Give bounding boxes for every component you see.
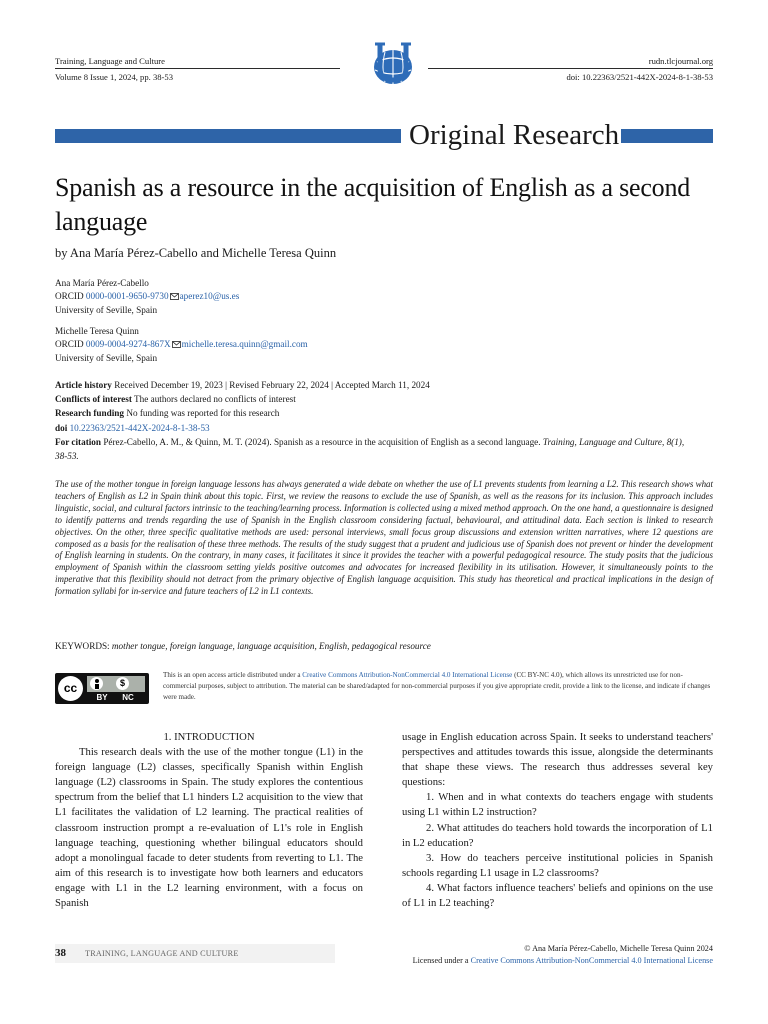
keywords: [55, 640, 713, 653]
author-contacts: [55, 290, 239, 303]
abstract: The use of the mother tongue in foreign language lessons has always generated a wide debate on whether the use of L1 prevents students from learning a L2. This research shows what teachers of English as L2 in Spain think about this topic. First, we review the reasons to exclude the use of Spanish, as well as the reasons for its inclusion. This approach includes linguistic, social, and cultural factors intrinsic to the teaching/learning process. Information is collected using a mixed method approach. On the one hand, a questionnaire is designed to identify patterns and trends regarding the use of Spanish in the English classroom considering factual, behavioural, and attitudinal data. Each section is linked to research objectives. On the other, three specific qualitative methods are used: personal interviews, small focus group discussions and extension written narratives, where 12 questions are composed as a basis for the realisation of these three methods. The results of the study suggest that a prudent and judicious use of Spanish does not prevent or hinder the development of English learning in students. On the contrary, in many cases, it facilitates it since it provides the teacher with a powerful pedagogical resource. The study posits that the judicious employment of Spanish within the classroom setting yields positive outcomes and advocates for increased flexibility in its utilisation. However, it simultaneously points to the imperative that this flexibility should not detract from the primary objective of English language acquisition. This study has theoretical and practical implications in the design of formation syllabi for in-service and future teachers of L2 in L1 contexts.: [55, 479, 713, 597]
section-band-right: [621, 129, 713, 143]
research-question-2: 2. What attitudes do teachers hold towards the incorporation of L1 in L2 education?: [402, 822, 713, 849]
by-person-icon: [90, 677, 103, 690]
orcid-label: ORCID: [55, 339, 84, 350]
email-link[interactable]: michelle.teresa.quinn@gmail.com: [181, 339, 308, 350]
article-title: Spanish as a resource in the acquisition of English as a second language: [55, 173, 691, 236]
citation: For citation Pérez-Cabello, A. M., & Quinn, M. T. (2024). Spanish as a resource in the acquisition of English as a second language. Training, Language and Culture, 8(1), 38-53.: [55, 436, 685, 462]
keywords-label: KEYWORDS:: [55, 641, 110, 651]
cc-icon: cc: [58, 676, 83, 701]
author-name: Ana María Pérez-Cabello: [55, 278, 149, 288]
nc-icon: $: [116, 677, 129, 690]
author-affiliation: University of Seville, Spain: [55, 304, 158, 315]
email-link[interactable]: aperez10@us.es: [179, 291, 240, 302]
journal-site[interactable]: rudn.tlcjournal.org: [648, 56, 713, 66]
author-affiliation: University of Seville, Spain: [55, 352, 158, 363]
footer-journal-name: TRAINING, LANGUAGE AND CULTURE: [85, 949, 239, 958]
volume-issue: Volume 8 Issue 1, 2024, pp. 38-53: [55, 72, 173, 82]
license-text: This is an open access article distributed under a Creative Commons Attribution-NonCommercial 4.0 International License (CC BY-NC 4.0), which allows its unrestricted use for non-commercial purposes, subject to attribution. The material can be shared/adapted for non-commercial purposes if you give appropriate credit, provide a link to the license, and indicate if changes were made.: [163, 671, 711, 701]
orcid-link[interactable]: 0009-0004-9274-867X: [85, 339, 171, 350]
author-block-2: [55, 325, 308, 365]
research-funding: Research funding No funding was reported for this research: [55, 408, 280, 419]
author-name: Michelle Teresa Quinn: [55, 326, 139, 336]
footer-copyright: © Ana María Pérez-Cabello, Michelle Teresa Quinn 2024: [524, 944, 713, 953]
section-heading: 1. INTRODUCTION: [163, 732, 255, 743]
article-meta: [55, 378, 705, 463]
footer-license-link[interactable]: Creative Commons Attribution-NonCommercial 4.0 International License: [470, 956, 713, 965]
journal-logo: [368, 40, 418, 88]
conflicts-of-interest: Conflicts of interest The authors declared no conflicts of interest: [55, 394, 296, 405]
author-contacts: [55, 338, 308, 351]
body-column-right: [402, 730, 713, 911]
orcid-link[interactable]: 0000-0001-9650-9730: [85, 291, 169, 302]
article-doi: doi 10.22363/2521-442X-2024-8-1-38-53: [55, 422, 210, 433]
header-rule-right: [428, 68, 713, 69]
article-history: Article history Received December 19, 2023 | Revised February 22, 2024 | Accepted March 11, 2024: [55, 380, 430, 390]
footer-license: Licensed under a Creative Commons Attribution-NonCommercial 4.0 International License: [412, 956, 713, 965]
header-doi: doi: 10.22363/2521-442X-2024-8-1-38-53: [566, 72, 713, 82]
page-number: 38: [55, 947, 66, 959]
cc-license-badge[interactable]: [55, 673, 149, 704]
article-byline: by Ana María Pérez-Cabello and Michelle Teresa Quinn: [55, 246, 337, 260]
introduction-paragraph-part2: usage in English education across Spain. It seeks to understand teachers' perspectives and attitudes towards this issue, alongside the determinants that shape these views. The research thus addresses several key questions:: [402, 732, 713, 789]
orcid-label: ORCID: [55, 291, 84, 302]
envelope-icon: [172, 341, 181, 348]
body-column-left: [55, 730, 363, 911]
badge-nc: NC: [122, 693, 134, 702]
keywords-text: mother tongue, foreign language, language acquisition, English, pedagogical resource: [111, 641, 431, 651]
journal-name: Training, Language and Culture: [55, 56, 165, 66]
section-label: Original Research: [409, 119, 620, 151]
section-band-left: [55, 129, 401, 143]
author-block-1: [55, 277, 239, 317]
header-rule-left: [55, 68, 340, 69]
research-question-1: 1. When and in what contexts do teachers engage with students using L1 within L2 instruction?: [402, 792, 713, 819]
doi-link[interactable]: 10.22363/2521-442X-2024-8-1-38-53: [69, 422, 210, 433]
research-question-3: 3. How do teachers perceive institutional policies in Spanish schools regarding L1 usage in L2 classrooms?: [402, 852, 713, 879]
introduction-paragraph-part1: This research deals with the use of the mother tongue (L1) in the foreign language (L2) classes, specifically Spanish within English language (L2) classrooms in Spain. The study explores the contentious spectrum from the belief that L1 hinders L2 acquisition to the view that L1 facilitates the validation of L2 learning. The practical realities of classroom instruction prompt a re-evaluation of L1's role in English language teaching, questioning whether bilingual educators should adopt a monolingual facade to deter students from reverting to L1. The aim of this research is to investigate how both learners and educators engage with L1 in the L2 learning environment, with a focus on Spanish: [55, 747, 363, 910]
research-question-4: 4. What factors influence teachers' beliefs and opinions on the use of L1 in L2 teaching?: [402, 882, 713, 910]
license-link[interactable]: Creative Commons Attribution-NonCommercial 4.0 International License: [302, 671, 513, 679]
envelope-icon: [170, 293, 179, 300]
badge-by: BY: [96, 693, 108, 702]
